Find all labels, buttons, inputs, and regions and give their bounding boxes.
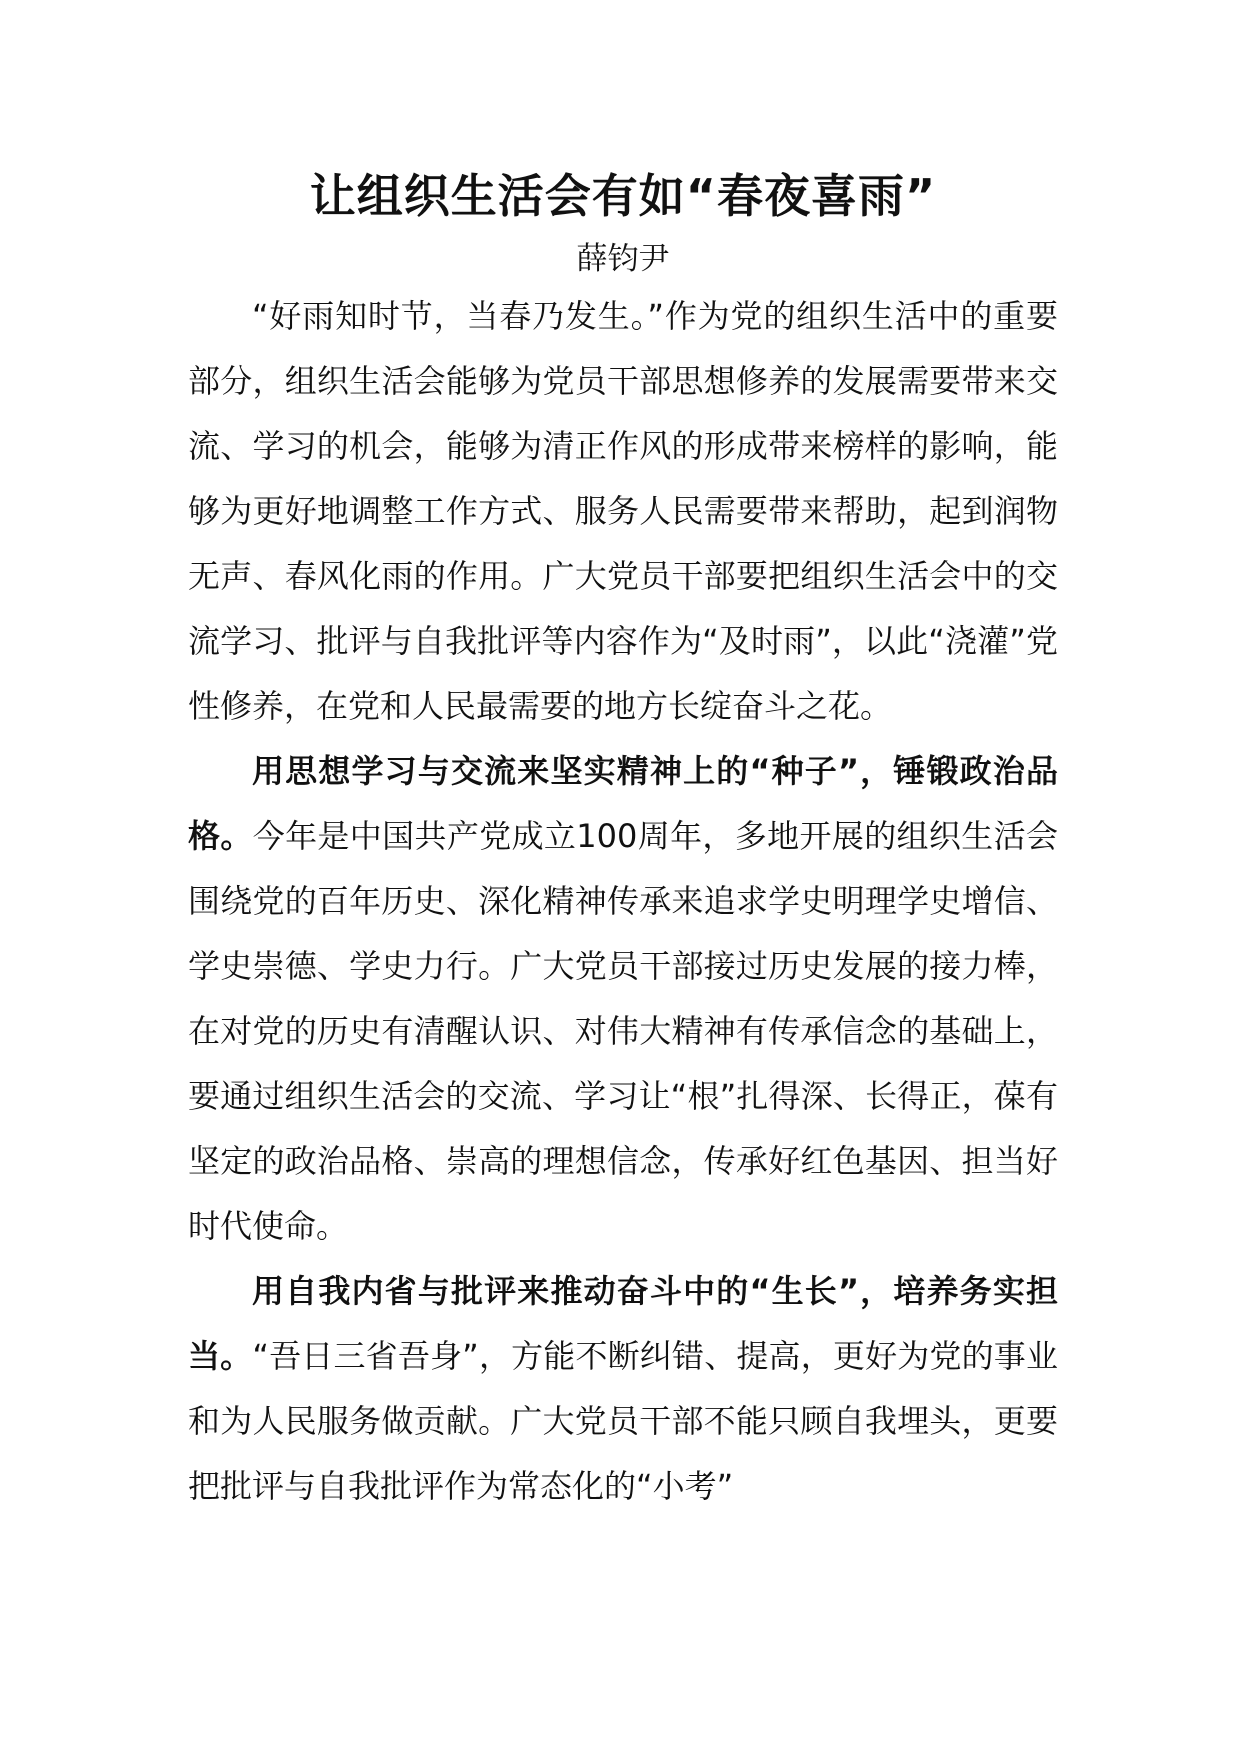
paragraph-3 [188,1259,1058,1519]
paragraph-3-lead: 用自我内省与批评来推动奋斗中的“生长”，培养务实担当。 [188,1272,1058,1375]
document-author: 薛钧尹 [576,241,670,277]
paragraph-2-lead: 用思想学习与交流来坚实精神上的“种子”，锤锻政治品格。 [188,752,1058,855]
document-page [188,160,1058,1519]
document-title: 让组织生活会有如“春夜喜雨” [309,169,937,223]
paragraph-3-text: “吾日三省吾身”，方能不断纠错、提高，更好为党的事业和为人民服务做贡献。广大党员干部不能只顾自我埋头，更要把批评与自我批评作为常态化的“小考” [188,1337,1058,1505]
paragraph-1 [188,284,1058,739]
paragraph-1-text: “好雨知时节，当春乃发生。”作为党的组织生活中的重要部分，组织生活会能够为党员干部思想修养的发展需要带来交流、学习的机会，能够为清正作风的形成带来榜样的影响，能够为更好地调整工作方式、服务人民需要带来帮助，起到润物无声、春风化雨的作用。广大党员干部要把组织生活会中的交流学习、批评与自我批评等内容作为“及时雨”，以此“浇灌”党性修养，在党和人民最需要的地方长绽奋斗之花。 [188,297,1058,725]
paragraph-2-text: 今年是中国共产党成立100周年，多地开展的组织生活会围绕党的百年历史、深化精神传承来追求学史明理学史增信、学史崇德、学史力行。广大党员干部接过历史发展的接力棒，在对党的历史有清醒认识、对伟大精神有传承信念的基础上，要通过组织生活会的交流、学习让“根”扎得深、长得正，葆有坚定的政治品格、崇高的理想信念，传承好红色基因、担当好时代使命。 [188,817,1058,1245]
paragraph-2 [188,739,1058,1259]
